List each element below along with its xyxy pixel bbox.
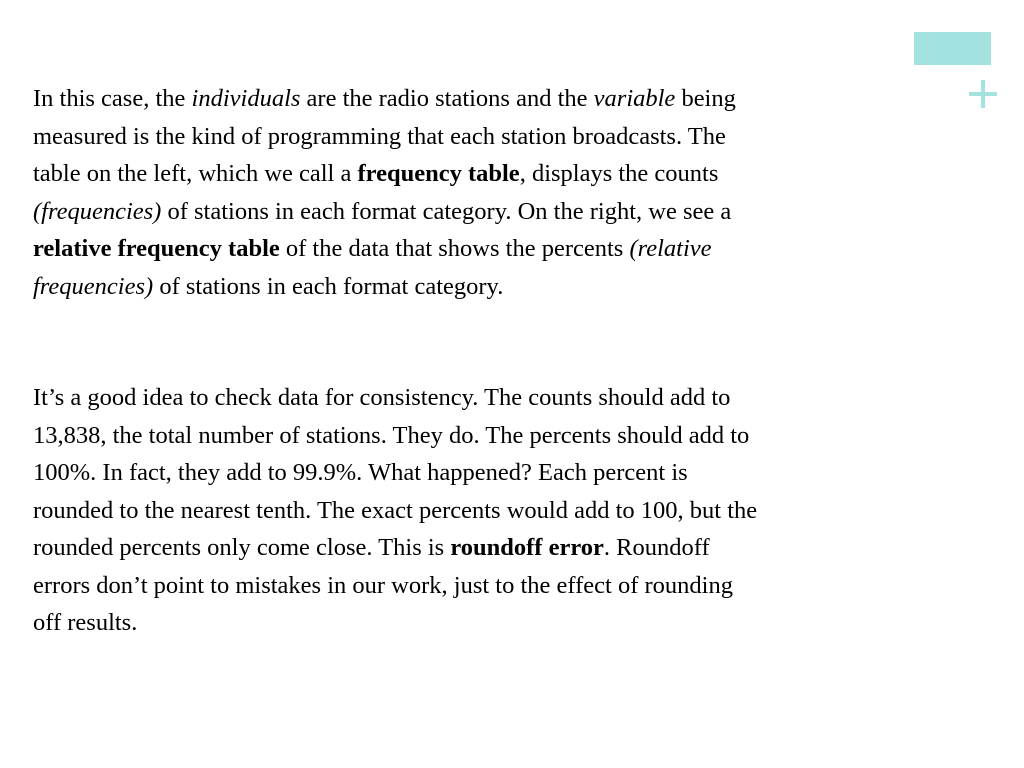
text-segment: of stations in each format category. <box>153 272 504 300</box>
term-individuals: individuals <box>191 85 301 112</box>
term-variable: variable <box>593 85 676 112</box>
text-segment: In this case, the <box>33 85 192 112</box>
term-relative: (relative <box>629 235 712 262</box>
accent-bar <box>914 32 991 65</box>
paragraph-frequency-tables <box>33 80 993 305</box>
text-segment: of stations in each format category. On the right, we see a <box>161 197 732 225</box>
paragraph2-line7: off results. <box>33 609 138 636</box>
paragraph1-line1 <box>33 80 993 118</box>
paragraph1-line6 <box>33 268 993 306</box>
paragraph1-line5 <box>33 230 993 268</box>
text-segment: are the radio stations and the <box>300 85 594 112</box>
text-segment: being <box>675 85 736 112</box>
paragraph1-line4 <box>33 193 993 231</box>
paragraph2-line2: 13,838, the total number of stations. They do. The percents should add to <box>33 421 750 449</box>
text-segment: rounded percents only come close. This is <box>33 534 451 561</box>
paragraph2-line1: It’s a good idea to check data for consistency. The counts should add to <box>33 384 731 411</box>
paragraph-roundoff-error <box>33 379 993 642</box>
paragraph2-line3: 100%. In fact, they add to 99.9%. What happened? Each percent is <box>33 459 688 486</box>
paragraph2-line5 <box>33 529 993 567</box>
text-segment: of the data that shows the percents <box>279 235 630 262</box>
term-frequencies: (frequencies) <box>33 197 162 225</box>
paragraph1-line3 <box>33 155 993 193</box>
term-relative-frequency-table: relative frequency table <box>33 235 280 262</box>
text-segment: table on the left, which we call a <box>33 160 358 187</box>
text-segment: . Roundoff <box>603 534 710 561</box>
paragraph2-line6: errors don’t point to mistakes in our work, just to the effect of rounding <box>33 571 733 599</box>
term-roundoff-error: roundoff error <box>450 534 604 561</box>
term-frequency-table: frequency table <box>357 160 520 187</box>
text-segment: , displays the counts <box>519 160 719 187</box>
paragraph1-line2: measured is the kind of programming that each station broadcasts. The <box>33 122 726 150</box>
paragraph2-line4: rounded to the nearest tenth. The exact percents would add to 100, but the <box>33 496 758 524</box>
term-frequencies-2: frequencies) <box>33 272 154 300</box>
